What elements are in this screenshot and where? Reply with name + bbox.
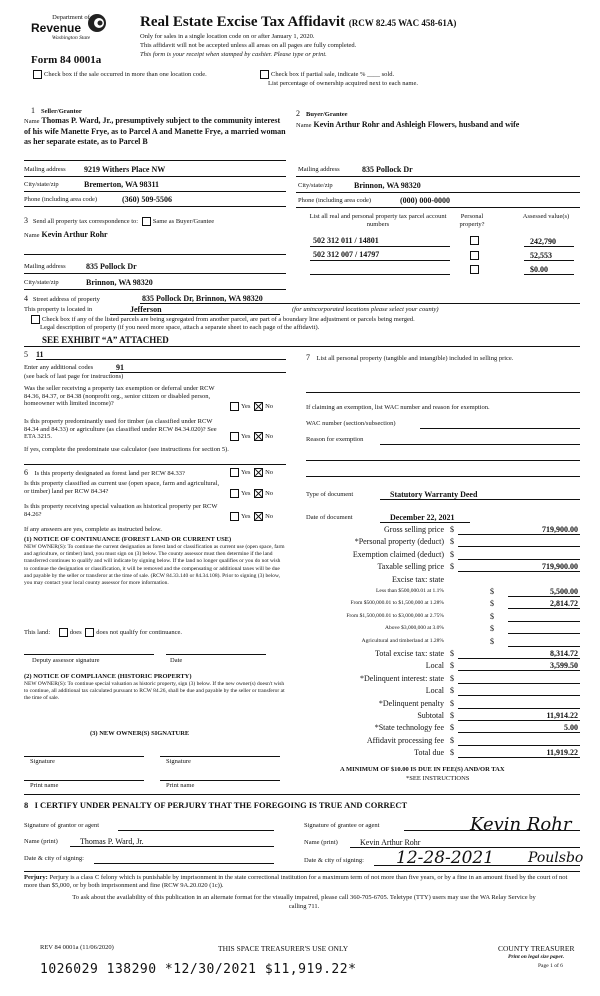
- partial-sale-check[interactable]: Check box if partial sale, indicate % ____ sold.: [258, 70, 394, 79]
- dollar-sign: $: [450, 723, 454, 733]
- alt-format-note: To ask about the availability of this publication in an alternate format for the visually impaired, please call 360-705-6705. Teletype (TTY) users may use the WA Relay Service by calling 711.: [72, 894, 536, 910]
- unincorp-note: (for unincorporated locations please select your county): [292, 306, 439, 313]
- tax-row-label: *State technology fee: [374, 723, 444, 733]
- parcels-header-acct: List all real and personal property tax parcel account numbers: [309, 213, 447, 228]
- correspondence-heading: 3 Send all property tax correspondence to: Same as Buyer/Grantee: [24, 216, 215, 225]
- dollar-sign: $: [450, 562, 454, 572]
- dollar-sign: $: [450, 649, 454, 658]
- tax-row-label: *Delinquent penalty: [378, 698, 444, 708]
- sec6-q4: If any answers are yes, complete as instructed below.: [24, 526, 162, 533]
- doc-type: Statutory Warranty Deed: [390, 490, 478, 499]
- same-as-buyer-checkbox[interactable]: [142, 217, 151, 226]
- tax-row-label: From $500,000.01 to $1,500,000 at 1.28%: [350, 600, 444, 607]
- grantee-signature: Kevin Rohr: [470, 814, 572, 835]
- personal-property-checkbox[interactable]: [470, 251, 479, 260]
- segregated-check[interactable]: Check box if any of the listed parcels are being segregated from another parcel, are part of a boundary line adjustment or parcels being merged.: [29, 315, 415, 324]
- historic-title: (2) NOTICE OF COMPLIANCE (HISTORIC PROPERTY): [24, 673, 192, 680]
- grantor-name: Thomas P. Ward, Jr.: [80, 837, 144, 846]
- dollar-sign: $: [450, 537, 454, 547]
- dollar-sign: $: [450, 549, 454, 559]
- buyer-mail-label: Mailing address: [298, 166, 340, 173]
- no-checkbox[interactable]: [254, 512, 263, 521]
- dollar-sign: $: [450, 748, 454, 758]
- multi-location-check[interactable]: Check box if the sale occurred in more than one location code.: [31, 70, 207, 79]
- tax-row-value: 5,500.00: [550, 587, 578, 596]
- tax-row-label: Exemption claimed (deduct): [352, 549, 444, 559]
- seller-heading: 1 Seller/Grantor: [31, 106, 82, 115]
- addl-codes: 91: [116, 363, 124, 372]
- grantee-name-label: Name (print): [304, 839, 338, 846]
- deputy-date-label: Date: [170, 657, 183, 664]
- dollar-sign: $: [450, 698, 454, 708]
- new-owner-sig-title: (3) NEW OWNER(S) SIGNATURE: [90, 730, 190, 737]
- buyer-phone: (000) 000-0000: [400, 196, 450, 205]
- dollar-sign: $: [490, 599, 494, 609]
- tax-row-value: 719,900.00: [542, 525, 578, 534]
- sec6-q1: 6 Is this property designated as forest land per RCW 84.33?: [24, 468, 185, 477]
- sec5-q1-answer: Yes No: [228, 402, 273, 411]
- parcel-value: 242,790: [530, 237, 556, 246]
- see-back-note: (see back of last page for instructions): [24, 373, 124, 380]
- seller-city-label: City/state/zip: [24, 181, 59, 188]
- owner-signature-label: Signature: [166, 758, 191, 765]
- sec5-q2: Is this property predominantly used for timber (as classified under RCW 84.34 and 84.33) or agriculture (as classified under RCW 84.34.020)? See ETA 3215.: [24, 418, 217, 440]
- tax-row-label: Less than $500,000.01 at 1.1%: [376, 588, 444, 594]
- wac-label: WAC number (section/subsection): [306, 420, 396, 427]
- doc-date-label: Date of document: [306, 514, 353, 521]
- seller-mail: 9219 Withers Place NW: [84, 165, 166, 174]
- sec6-q2: Is this property classified as current use (open space, farm and agricultural, or timber) land per RCW 84.34?: [24, 480, 220, 495]
- seller-mail-label: Mailing address: [24, 166, 66, 173]
- county-treasurer-label: COUNTY TREASURER: [498, 944, 575, 953]
- sec5-q1: Was the seller receiving a property tax exemption or deferral under RCW 84.36, 84.37, or 84.38 (nonprofit org., senior citizen or disabled person, homeowner with limited income)?: [24, 385, 215, 407]
- no-checkbox[interactable]: [254, 468, 263, 477]
- sec5-q3: If yes, complete the predominate use calculator (see instructions for section 5).: [24, 446, 229, 453]
- dollar-sign: $: [490, 624, 494, 634]
- grantor-date-label: Date & city of signing:: [24, 855, 84, 862]
- tax-row-value: 8,314.72: [550, 649, 578, 658]
- tax-row-label: Total excise tax: state: [375, 649, 444, 658]
- parcel-value: 52,553: [530, 251, 552, 260]
- dollar-sign: $: [450, 735, 454, 745]
- legal-paper-note: Print on legal size paper.: [508, 954, 565, 960]
- revenue-label: Revenue: [31, 21, 82, 35]
- no-checkbox[interactable]: [254, 402, 263, 411]
- sec7-label: 7 List all personal property (tangible and intangible) included in selling price.: [306, 353, 514, 362]
- owner-print-label: Print name: [166, 782, 195, 789]
- grantee-sig-label: Signature of grantee or agent: [304, 822, 380, 829]
- seller-phone-label: Phone (including area code): [24, 196, 98, 203]
- yes-checkbox[interactable]: [230, 402, 239, 411]
- dept-of-label: Department of: [52, 14, 90, 21]
- note-single-location: Only for sales in a single location code on or after January 1, 2020.: [140, 33, 315, 40]
- correspondence-name: Name Kevin Arthur Rohr: [24, 230, 108, 239]
- grantee-name: Kevin Arthur Rohr: [360, 838, 421, 847]
- minimum-due: A MINIMUM OF $10.00 IS DUE IN FEE(S) AND/OR TAX: [340, 766, 505, 773]
- dollar-sign: $: [490, 636, 494, 646]
- certify-statement: 8 I CERTIFY UNDER PENALTY OF PERJURY THAT THE FOREGOING IS TRUE AND CORRECT: [24, 800, 408, 810]
- parcels-header-personal: Personal property?: [459, 213, 485, 228]
- dollar-sign: $: [450, 673, 454, 683]
- dollar-sign: $: [450, 661, 454, 671]
- tax-row-value: 11,919.22: [546, 748, 578, 758]
- corr-city-label: City/state/zip: [24, 279, 59, 286]
- buyer-name: Name Kevin Arthur Rohr and Ashleigh Flowers, husband and wife: [296, 120, 520, 129]
- owner-print-label: Print name: [30, 782, 59, 789]
- form-number: Form 84 0001a: [31, 54, 102, 66]
- tax-row-label: Local: [425, 661, 444, 671]
- grantee-city: Poulsbo: [528, 850, 584, 866]
- yes-checkbox[interactable]: [230, 468, 239, 477]
- grantee-date-label: Date & city of signing:: [304, 857, 364, 864]
- perjury-note: Perjury: Perjury is a class C felony which is punishable by imprisonment in the state correctional institution for a maximum term of not more than five years, or by a fine in an amount fixed by the court of not more than $5,000, or by both imprisonment and fine (RCW 9A.20.020 (1c)).: [24, 874, 568, 889]
- grantor-name-label: Name (print): [24, 838, 58, 845]
- seller-name: Name Thomas P. Ward, Jr., presumptively subject to the community interest of his wife Manette Frye, as to Parcel A and Manette Frye, a married woman as her separate estate, as to Parcel B: [24, 116, 286, 146]
- tax-row-label: Agricultural and timberland at 1.28%: [361, 637, 444, 644]
- no-checkbox[interactable]: [254, 489, 263, 498]
- sec6-q3: Is this property receiving special valuation as historical property per RCW 84.26?: [24, 503, 218, 518]
- tax-row-label: Above $3,000,000 at 3.0%: [385, 625, 444, 632]
- note-receipt: This form is your receipt when stamped by cashier. Please type or print.: [140, 51, 327, 58]
- tax-row-label: From $1,500,000.01 to $3,000,000 at 2.75%: [346, 612, 444, 619]
- parcel-value: $0.00: [530, 265, 548, 274]
- legal-desc-label: Legal description of property (if you need more space, attach a separate sheet to each page of the affidavit).: [40, 324, 320, 331]
- tax-row-label: Excise tax: state: [392, 574, 444, 584]
- personal-property-checkbox[interactable]: [470, 265, 479, 274]
- note-complete: This affidavit will not be accepted unless all areas on all pages are fully completed.: [140, 42, 357, 49]
- buyer-heading: 2 Buyer/Grantee: [296, 109, 348, 118]
- list-pct-note: List percentage of ownership acquired next to each name.: [268, 80, 418, 87]
- tax-row-label: *Personal property (deduct): [354, 537, 444, 547]
- located-label: This property is located in: [24, 306, 93, 313]
- wa-logo-icon: [87, 12, 107, 34]
- dollar-sign: $: [450, 525, 454, 534]
- tax-row-value: 5.00: [564, 723, 578, 733]
- historic-text: NEW OWNER(S): To continue special valuation as historic property, sign (3) below. If the new owner(s) doesn't wish to continue, all additional tax calculated pursuant to RCW 84.26, shall be due and payable by the seller or transferor at the time of sale.: [24, 681, 285, 702]
- deputy-sig-label: Deputy assessor signature: [32, 657, 100, 664]
- dor-logo: [31, 14, 111, 41]
- sec6-q2-answer: Yes No: [228, 489, 273, 498]
- corr-city: Brinnon, WA 98320: [86, 278, 153, 287]
- tax-row-value: 2,814.72: [550, 599, 578, 609]
- exemption-label: If claiming an exemption, list WAC number and reason for exemption.: [306, 404, 490, 411]
- page-title: Real Estate Excise Tax Affidavit (RCW 82.45 WAC 458-61A): [140, 14, 457, 30]
- buyer-mail: 835 Pollock Dr: [362, 165, 413, 174]
- rev-label: REV 84 0001a (11/06/2020): [40, 944, 114, 951]
- continuance-text: NEW OWNER(S): To continue the current designation as forest land or classification as current use (open space, farm and agriculture, or timber) land, you must sign on (3) below. The county assessor must then determine if the land transferred continues to qualify and will indicate by signing below. If the land no longer qualifies or you do not wish to continue the designation or classification, it will be removed and the compensating or additional taxes will be due and payable by the seller or transferor at the time of sale. (RCW 84.33.140 or 84.34.108). Prior to signing (3) below, you may contact your local county assessor for more information.: [24, 544, 285, 587]
- state-label: Washington State: [51, 35, 91, 41]
- treasurer-space-label: THIS SPACE TREASURER'S USE ONLY: [218, 944, 349, 953]
- yes-checkbox[interactable]: [230, 489, 239, 498]
- street-label: 4 Street address of property: [24, 294, 100, 303]
- tax-row-label: Taxable selling price: [377, 562, 444, 572]
- does-not-checkbox[interactable]: [85, 628, 94, 637]
- does-checkbox[interactable]: [59, 628, 68, 637]
- reason-label: Reason for exemption: [306, 436, 364, 443]
- addl-codes-label: Enter any additional codes: [24, 364, 94, 371]
- corr-mail-label: Mailing address: [24, 263, 66, 270]
- buyer-city-label: City/state/zip: [298, 182, 333, 189]
- legal-exhibit: SEE EXHIBIT “A” ATTACHED: [42, 335, 169, 345]
- yes-checkbox[interactable]: [230, 512, 239, 521]
- this-land-row: This land: does does not qualify for continuance.: [24, 628, 182, 636]
- dollar-sign: $: [490, 587, 494, 596]
- parcel-acct: 502 312 011 / 14801: [313, 236, 379, 245]
- buyer-phone-label: Phone (including area code): [298, 197, 372, 204]
- tax-row-value: 3,599.50: [550, 661, 578, 671]
- corr-mail: 835 Pollock Dr: [86, 262, 137, 271]
- sec5-q2-answer: Yes No: [228, 432, 273, 441]
- tax-row-label: Affidavit processing fee: [366, 735, 444, 745]
- parcel-acct: 502 312 007 / 14797: [313, 250, 380, 259]
- tax-row-label: Subtotal: [417, 711, 444, 720]
- checkbox[interactable]: [31, 315, 40, 324]
- checkbox[interactable]: [260, 70, 269, 79]
- dollar-sign: $: [490, 611, 494, 621]
- tax-row-value: 719,900.00: [542, 562, 578, 572]
- dollar-sign: $: [450, 686, 454, 696]
- tax-row-label: Total due: [414, 748, 444, 758]
- sec6-q3-answer: Yes No: [228, 512, 273, 521]
- dollar-sign: $: [450, 711, 454, 720]
- doc-date: December 22, 2021: [390, 513, 455, 522]
- checkbox[interactable]: [33, 70, 42, 79]
- sec6-q1-answer: Yes No: [228, 468, 273, 477]
- buyer-city: Brinnon, WA 98320: [354, 181, 421, 190]
- continuance-title: (1) NOTICE OF CONTINUANCE (FOREST LAND OR CURRENT USE): [24, 536, 232, 543]
- page-number: Page 1 of 6: [538, 963, 563, 969]
- tax-row-label: *Delinquent interest: state: [360, 673, 444, 683]
- see-instructions: *SEE INSTRUCTIONS: [406, 775, 470, 782]
- grantee-date: 12-28-2021: [396, 848, 495, 868]
- yes-checkbox[interactable]: [230, 432, 239, 441]
- tax-row-label: Gross selling price: [384, 525, 444, 534]
- tax-row-label: Local: [425, 686, 444, 696]
- doc-type-label: Type of document: [306, 491, 354, 498]
- no-checkbox[interactable]: [254, 432, 263, 441]
- street-value: 835 Pollock Dr, Brinnon, WA 98320: [142, 294, 263, 303]
- parcels-header-value: Assessed value(s): [522, 213, 570, 220]
- owner-signature-label: Signature: [30, 758, 55, 765]
- seller-city: Bremerton, WA 98311: [84, 180, 160, 189]
- tax-row-value: 11,914.22: [546, 711, 578, 720]
- sec5-code-row: 5 11: [24, 350, 44, 359]
- personal-property-checkbox[interactable]: [470, 236, 479, 245]
- grantor-sig-label: Signature of grantor or agent: [24, 822, 100, 829]
- located-county: Jefferson: [130, 305, 162, 314]
- seller-phone: (360) 509-5506: [122, 195, 172, 204]
- receipt-stamp: 1026029 138290 *12/30/2021 $11,919.22*: [40, 962, 357, 977]
